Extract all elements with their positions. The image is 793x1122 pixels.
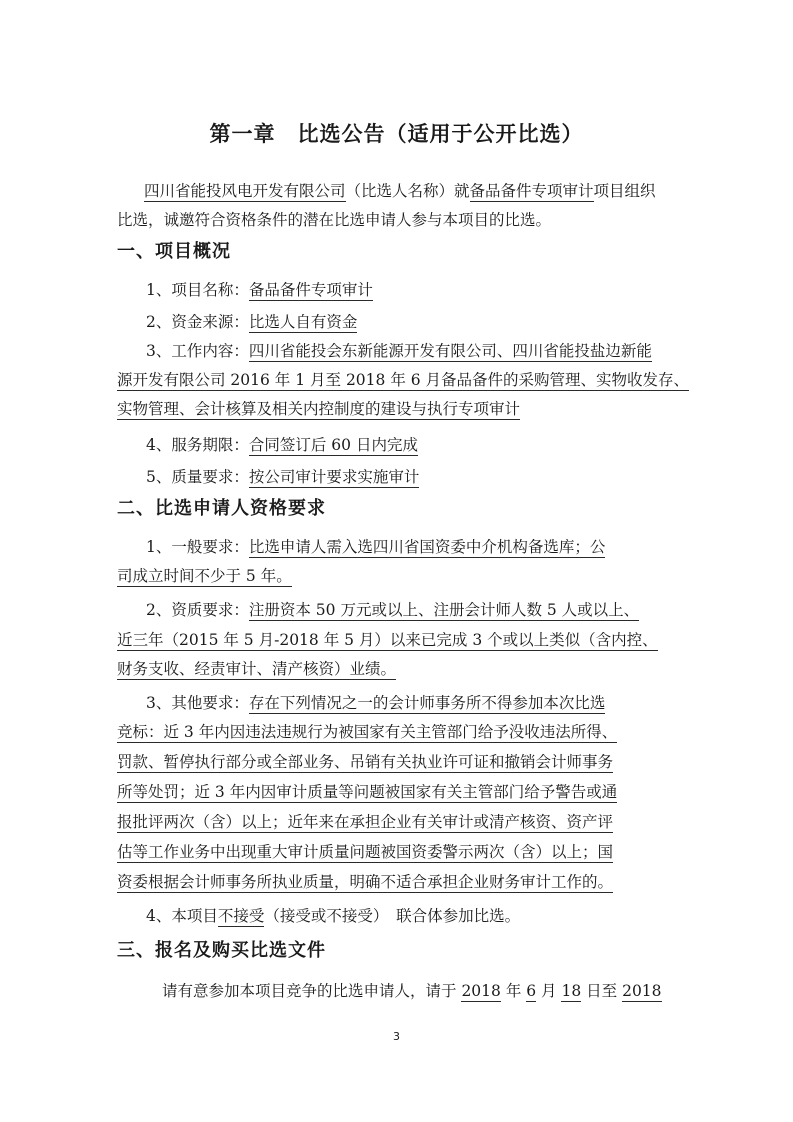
- req-qualification-3: 财务支收、经责审计、清产核资）业绩。: [117, 660, 397, 678]
- item-quality-req: 5、质量要求：按公司审计要求实施审计: [146, 468, 420, 486]
- intro-line-2: 比选，诚邀符合资格条件的潜在比选申请人参与本项目的比选。: [117, 211, 552, 229]
- req-general-2: 司成立时间不少于 5 年。: [117, 567, 292, 585]
- item-fund-source: 2、资金来源：比选人自有资金: [146, 313, 358, 331]
- page-number: 3: [393, 1030, 400, 1043]
- item-service-period: 4、服务期限：合同签订后 60 日内完成: [146, 436, 418, 454]
- req-other-2: 竞标：近 3 年内因违法违规行为被国家有关主管部门给予没收违法所得、: [117, 723, 618, 741]
- section-2-heading: 二、比选申请人资格要求: [117, 498, 326, 519]
- req-qualification-1: 2、资质要求：注册资本 50 万元或以上、注册会计师人数 5 人或以上、: [146, 601, 640, 619]
- req-other-7: 资委根据会计师事务所执业质量，明确不适合承担企业财务审计工作的。: [117, 873, 614, 891]
- item-work-content-3: 实物管理、会计核算及相关内控制度的建设与执行专项审计: [117, 400, 521, 418]
- req-other-4: 所等处罚；近 3 年内因审计质量等问题被国家有关主管部门给予警告或通: [117, 783, 618, 801]
- req-other-3: 罚款、暂停执行部分或全部业务、吊销有关执业许可证和撤销会计师事务: [117, 753, 614, 771]
- req-other-1: 3、其他要求：存在下列情况之一的会计师事务所不得参加本次比选: [146, 694, 606, 712]
- section-3-heading: 三、报名及购买比选文件: [117, 940, 326, 961]
- chapter-title: 第一章 比选公告（适用于公开比选）: [209, 121, 584, 146]
- item-work-content-2: 源开发有限公司 2016 年 1 月至 2018 年 6 月备品备件的采购管理、实物收发存、: [117, 371, 690, 389]
- req-consortium: 4、本项目不接受（接受或不接受） 联合体参加比选。: [146, 907, 521, 925]
- section-1-heading: 一、项目概况: [117, 241, 231, 262]
- req-other-6: 估等工作业务中出现重大审计质量问题被国资委警示两次（含）以上；国: [117, 843, 614, 861]
- registration-line: 请有意参加本项目竞争的比选申请人，请于 2018 年 6 月 18 日至 2018: [162, 982, 662, 1000]
- item-work-content-1: 3、工作内容：四川省能投会东新能源开发有限公司、四川省能投盐边新能: [146, 342, 652, 360]
- req-general-1: 1、一般要求：比选申请人需入选四川省国资委中介机构备选库；公: [146, 538, 606, 556]
- bidder-name: 四川省能投风电开发有限公司: [144, 182, 346, 200]
- project-name-inline: 备品备件专项审计: [469, 182, 594, 200]
- req-other-5: 报批评两次（含）以上；近年来在承担企业有关审计或清产核资、资产评: [117, 813, 614, 831]
- req-qualification-2: 近三年（2015 年 5 月-2018 年 5 月）以来已完成 3 个或以上类似（含内控、: [117, 631, 658, 649]
- item-project-name: 1、项目名称：备品备件专项审计: [146, 281, 373, 299]
- intro-line-1: 四川省能投风电开发有限公司（比选人名称）就备品备件专项审计项目组织: [144, 182, 656, 200]
